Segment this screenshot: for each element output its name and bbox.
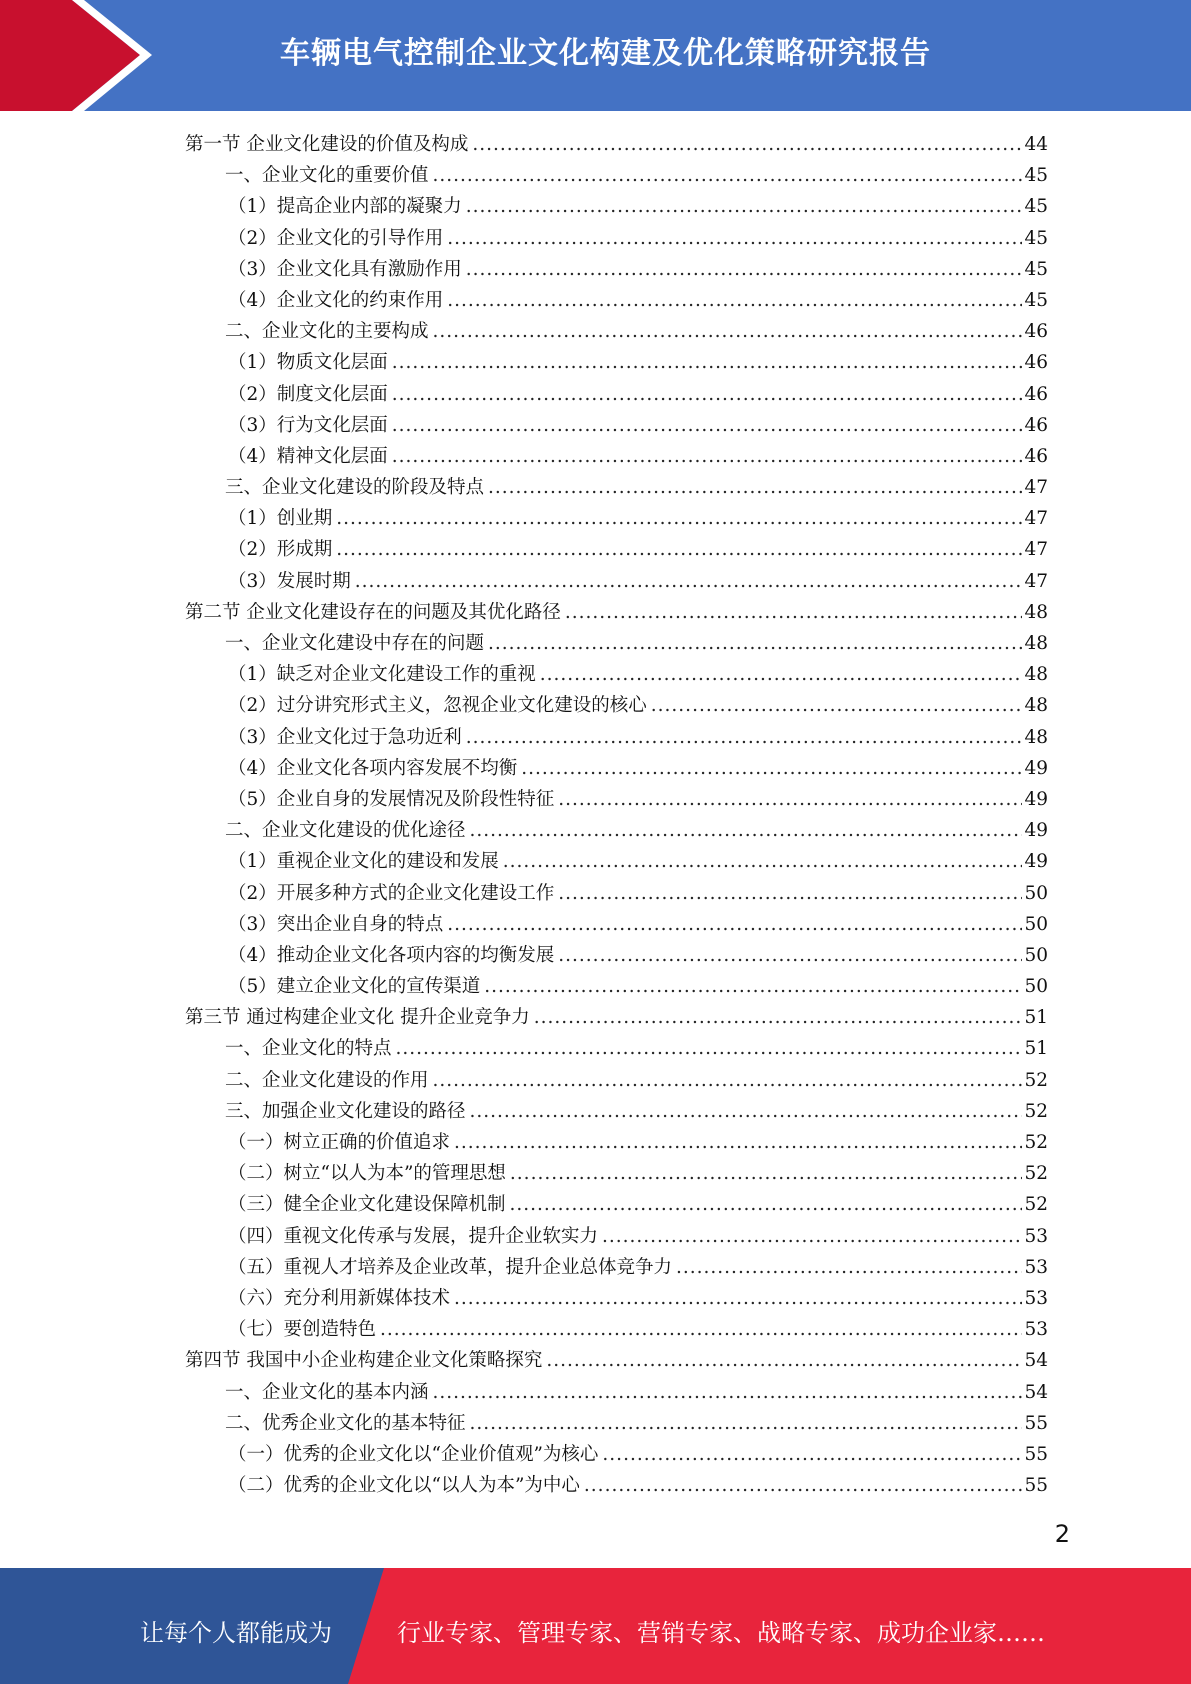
toc-dot-leader xyxy=(521,753,1022,784)
toc-entry[interactable] xyxy=(185,722,1048,753)
toc-entry-title: 一、企业文化的重要价值 xyxy=(225,165,429,187)
toc-entry-page: 54 xyxy=(1024,1350,1048,1372)
toc-entry-page: 51 xyxy=(1024,1038,1048,1060)
toc-entry-title: （2）制度文化层面 xyxy=(228,383,388,405)
toc-entry-title: （3）企业文化过于急功近利 xyxy=(228,726,462,748)
toc-entry-page: 53 xyxy=(1024,1225,1048,1247)
toc-dot-leader xyxy=(488,628,1022,659)
toc-entry[interactable] xyxy=(185,1221,1048,1252)
toc-dot-leader xyxy=(454,1127,1022,1158)
footer-slogan-right: 行业专家、管理专家、营销专家、战略专家、成功企业家…… xyxy=(397,1619,1045,1647)
toc-entry[interactable] xyxy=(185,690,1048,721)
toc-entry[interactable] xyxy=(185,1377,1048,1408)
toc-entry-page: 49 xyxy=(1024,788,1048,810)
toc-entry-title: 第四节 我国中小企业构建企业文化策略探究 xyxy=(185,1350,543,1372)
toc-dot-leader xyxy=(392,410,1023,441)
toc-entry-title: 三、加强企业文化建设的路径 xyxy=(225,1100,466,1122)
toc-entry-title: （七）要创造特色 xyxy=(228,1319,377,1341)
toc-entry[interactable] xyxy=(185,1189,1048,1220)
toc-entry[interactable] xyxy=(185,597,1048,628)
toc-entry-title: （2）形成期 xyxy=(228,539,333,561)
toc-entry[interactable] xyxy=(185,909,1048,940)
toc-entry[interactable] xyxy=(185,347,1048,378)
toc-dot-leader xyxy=(540,659,1023,690)
toc-dot-leader xyxy=(558,784,1022,815)
toc-dot-leader xyxy=(488,472,1022,503)
toc-dot-leader xyxy=(336,503,1022,534)
toc-entry-page: 55 xyxy=(1024,1443,1048,1465)
toc-dot-leader xyxy=(546,1345,1022,1376)
toc-entry-title: （1）物质文化层面 xyxy=(228,352,388,374)
toc-entry[interactable] xyxy=(185,379,1048,410)
toc-entry[interactable] xyxy=(185,940,1048,971)
toc-entry[interactable] xyxy=(185,254,1048,285)
toc-entry[interactable] xyxy=(185,1033,1048,1064)
toc-entry[interactable] xyxy=(185,878,1048,909)
toc-entry-page: 46 xyxy=(1024,352,1048,374)
toc-entry-title: （2）企业文化的引导作用 xyxy=(228,227,444,249)
toc-entry[interactable] xyxy=(185,659,1048,690)
toc-entry-title: （一）优秀的企业文化以“企业价值观”为核心 xyxy=(228,1443,599,1465)
page-number: 2 xyxy=(1054,1520,1070,1548)
toc-entry[interactable] xyxy=(185,1345,1048,1376)
toc-entry[interactable] xyxy=(185,472,1048,503)
toc-entry-page: 44 xyxy=(1024,134,1048,155)
toc-entry[interactable] xyxy=(185,1065,1048,1096)
toc-entry-page: 53 xyxy=(1024,1319,1048,1341)
toc-entry[interactable] xyxy=(185,1439,1048,1470)
toc-entry[interactable] xyxy=(185,1314,1048,1345)
toc-entry-page: 46 xyxy=(1024,414,1048,436)
toc-dot-leader xyxy=(558,878,1022,909)
toc-dot-leader xyxy=(466,722,1023,753)
toc-entry-title: 第二节 企业文化建设存在的问题及其优化路径 xyxy=(185,601,561,623)
toc-entry[interactable] xyxy=(185,1002,1048,1033)
toc-entry[interactable] xyxy=(185,316,1048,347)
toc-entry-title: （二）优秀的企业文化以“以人为本”为中心 xyxy=(228,1475,580,1497)
toc-dot-leader xyxy=(396,1033,1023,1064)
toc-entry-title: 二、企业文化的主要构成 xyxy=(225,321,429,343)
footer-slogan-left: 让每个人都能成为 xyxy=(140,1619,332,1647)
toc-entry[interactable] xyxy=(185,566,1048,597)
toc-entry-page: 52 xyxy=(1024,1069,1048,1091)
toc-entry-page: 47 xyxy=(1024,570,1048,592)
toc-entry-title: （4）企业文化的约束作用 xyxy=(228,289,444,311)
toc-dot-leader xyxy=(472,129,1022,160)
toc-entry-title: （5）企业自身的发展情况及阶段性特征 xyxy=(228,788,555,810)
toc-entry-title: （1）重视企业文化的建设和发展 xyxy=(228,851,499,873)
toc-entry-page: 47 xyxy=(1024,508,1048,530)
table-of-contents xyxy=(185,129,1048,1501)
toc-entry-title: （4）企业文化各项内容发展不均衡 xyxy=(228,757,518,779)
toc-entry-page: 46 xyxy=(1024,445,1048,467)
toc-entry[interactable] xyxy=(185,815,1048,846)
toc-entry-title: 第一节 企业文化建设的价值及构成 xyxy=(185,134,469,155)
toc-entry-title: （4）推动企业文化各项内容的均衡发展 xyxy=(228,944,555,966)
toc-entry[interactable] xyxy=(185,1252,1048,1283)
toc-entry-title: 三、企业文化建设的阶段及特点 xyxy=(225,477,485,499)
toc-entry[interactable] xyxy=(185,846,1048,877)
toc-dot-leader xyxy=(447,285,1022,316)
toc-entry[interactable] xyxy=(185,971,1048,1002)
toc-entry-page: 48 xyxy=(1024,726,1048,748)
toc-entry-title: 第三节 通过构建企业文化 提升企业竞争力 xyxy=(185,1007,530,1029)
toc-entry[interactable] xyxy=(185,503,1048,534)
toc-dot-leader xyxy=(447,909,1022,940)
toc-entry-title: （3）发展时期 xyxy=(228,570,351,592)
document-title: 车辆电气控制企业文化构建及优化策略研究报告 xyxy=(280,36,931,71)
toc-entry-page: 49 xyxy=(1024,757,1048,779)
toc-entry-page: 45 xyxy=(1024,227,1048,249)
toc-entry-page: 48 xyxy=(1024,633,1048,654)
toc-entry[interactable] xyxy=(185,753,1048,784)
toc-dot-leader xyxy=(392,379,1023,410)
toc-dot-leader xyxy=(651,690,1023,721)
toc-entry-title: （四）重视文化传承与发展，提升企业软实力 xyxy=(228,1225,599,1247)
toc-entry-title: （3）企业文化具有激励作用 xyxy=(228,258,462,280)
toc-dot-leader xyxy=(470,1096,1023,1127)
toc-dot-leader xyxy=(392,441,1023,472)
toc-dot-leader xyxy=(602,1439,1022,1470)
toc-entry[interactable] xyxy=(185,191,1048,222)
toc-entry[interactable] xyxy=(185,1408,1048,1439)
footer-band xyxy=(0,1568,1191,1684)
toc-entry-title: （二）树立“以人为本”的管理思想 xyxy=(228,1163,506,1185)
toc-entry-title: 二、优秀企业文化的基本特征 xyxy=(225,1412,466,1434)
toc-entry[interactable] xyxy=(185,534,1048,565)
toc-entry-page: 48 xyxy=(1024,695,1048,717)
toc-entry-title: 一、企业文化的基本内涵 xyxy=(225,1381,429,1403)
toc-entry-title: （六）充分利用新媒体技术 xyxy=(228,1287,451,1309)
header-band xyxy=(0,0,1191,111)
toc-entry-page: 53 xyxy=(1024,1256,1048,1278)
toc-entry[interactable] xyxy=(185,223,1048,254)
toc-dot-leader xyxy=(466,191,1023,222)
toc-entry-page: 53 xyxy=(1024,1287,1048,1309)
toc-entry[interactable] xyxy=(185,285,1048,316)
toc-entry-page: 51 xyxy=(1024,1007,1048,1029)
toc-dot-leader xyxy=(447,223,1022,254)
toc-entry-page: 45 xyxy=(1024,165,1048,187)
toc-entry-title: 一、企业文化建设中存在的问题 xyxy=(225,633,485,654)
toc-entry-title: （三）健全企业文化建设保障机制 xyxy=(228,1194,506,1216)
toc-dot-leader xyxy=(510,1189,1023,1220)
toc-dot-leader xyxy=(510,1158,1023,1189)
toc-entry[interactable] xyxy=(185,1470,1048,1501)
toc-dot-leader xyxy=(470,815,1023,846)
toc-dot-leader xyxy=(380,1314,1022,1345)
toc-entry-page: 48 xyxy=(1024,601,1048,623)
toc-entry-page: 46 xyxy=(1024,321,1048,343)
toc-entry-title: 一、企业文化的特点 xyxy=(225,1038,392,1060)
toc-dot-leader xyxy=(676,1252,1022,1283)
toc-dot-leader xyxy=(433,316,1023,347)
toc-entry-page: 47 xyxy=(1024,477,1048,499)
toc-entry-page: 46 xyxy=(1024,383,1048,405)
toc-entry-page: 52 xyxy=(1024,1132,1048,1153)
toc-entry-page: 49 xyxy=(1024,820,1048,842)
toc-entry-page: 52 xyxy=(1024,1163,1048,1185)
toc-dot-leader xyxy=(534,1002,1023,1033)
toc-entry-page: 52 xyxy=(1024,1100,1048,1122)
toc-dot-leader xyxy=(392,347,1023,378)
toc-entry-title: 二、企业文化建设的优化途径 xyxy=(225,820,466,842)
toc-dot-leader xyxy=(558,940,1022,971)
toc-dot-leader xyxy=(484,971,1022,1002)
toc-entry-title: （1）创业期 xyxy=(228,508,333,530)
toc-entry[interactable] xyxy=(185,129,1048,160)
toc-entry-page: 55 xyxy=(1024,1475,1048,1497)
toc-entry-title: （5）建立企业文化的宣传渠道 xyxy=(228,976,481,998)
toc-entry-page: 48 xyxy=(1024,664,1048,686)
toc-dot-leader xyxy=(336,534,1022,565)
toc-entry[interactable] xyxy=(185,1283,1048,1314)
toc-dot-leader xyxy=(466,254,1023,285)
toc-entry[interactable] xyxy=(185,1127,1048,1158)
toc-dot-leader xyxy=(454,1283,1022,1314)
toc-entry-title: （4）精神文化层面 xyxy=(228,445,388,467)
toc-entry-page: 49 xyxy=(1024,851,1048,873)
toc-entry-page: 47 xyxy=(1024,539,1048,561)
toc-dot-leader xyxy=(470,1408,1023,1439)
toc-entry-title: （3）行为文化层面 xyxy=(228,414,388,436)
toc-dot-leader xyxy=(355,566,1023,597)
toc-entry-page: 45 xyxy=(1024,196,1048,218)
toc-entry[interactable] xyxy=(185,1158,1048,1189)
toc-entry[interactable] xyxy=(185,784,1048,815)
toc-entry-page: 55 xyxy=(1024,1412,1048,1434)
toc-entry-page: 50 xyxy=(1024,882,1048,904)
toc-entry-title: 二、企业文化建设的作用 xyxy=(225,1069,429,1091)
toc-entry-title: （3）突出企业自身的特点 xyxy=(228,913,444,935)
toc-entry[interactable] xyxy=(185,441,1048,472)
toc-entry-title: （一）树立正确的价值追求 xyxy=(228,1132,451,1153)
toc-dot-leader xyxy=(433,160,1023,191)
toc-entry-page: 50 xyxy=(1024,913,1048,935)
toc-entry-title: （2）过分讲究形式主义，忽视企业文化建设的核心 xyxy=(228,695,647,717)
toc-entry-title: （2）开展多种方式的企业文化建设工作 xyxy=(228,882,555,904)
toc-entry-page: 50 xyxy=(1024,976,1048,998)
toc-entry-title: （1）提高企业内部的凝聚力 xyxy=(228,196,462,218)
toc-entry-title: （1）缺乏对企业文化建设工作的重视 xyxy=(228,664,536,686)
toc-entry[interactable] xyxy=(185,628,1048,659)
toc-entry-title: （五）重视人才培养及企业改革，提升企业总体竞争力 xyxy=(228,1256,673,1278)
toc-entry-page: 45 xyxy=(1024,289,1048,311)
toc-dot-leader xyxy=(602,1221,1022,1252)
toc-dot-leader xyxy=(565,597,1023,628)
toc-entry-page: 45 xyxy=(1024,258,1048,280)
toc-dot-leader xyxy=(433,1065,1023,1096)
toc-dot-leader xyxy=(584,1470,1023,1501)
toc-entry[interactable] xyxy=(185,410,1048,441)
toc-dot-leader xyxy=(503,846,1023,877)
toc-entry[interactable] xyxy=(185,1096,1048,1127)
toc-entry-page: 54 xyxy=(1024,1381,1048,1403)
toc-entry-page: 52 xyxy=(1024,1194,1048,1216)
toc-entry[interactable] xyxy=(185,160,1048,191)
toc-entry-page: 50 xyxy=(1024,944,1048,966)
toc-dot-leader xyxy=(433,1377,1023,1408)
